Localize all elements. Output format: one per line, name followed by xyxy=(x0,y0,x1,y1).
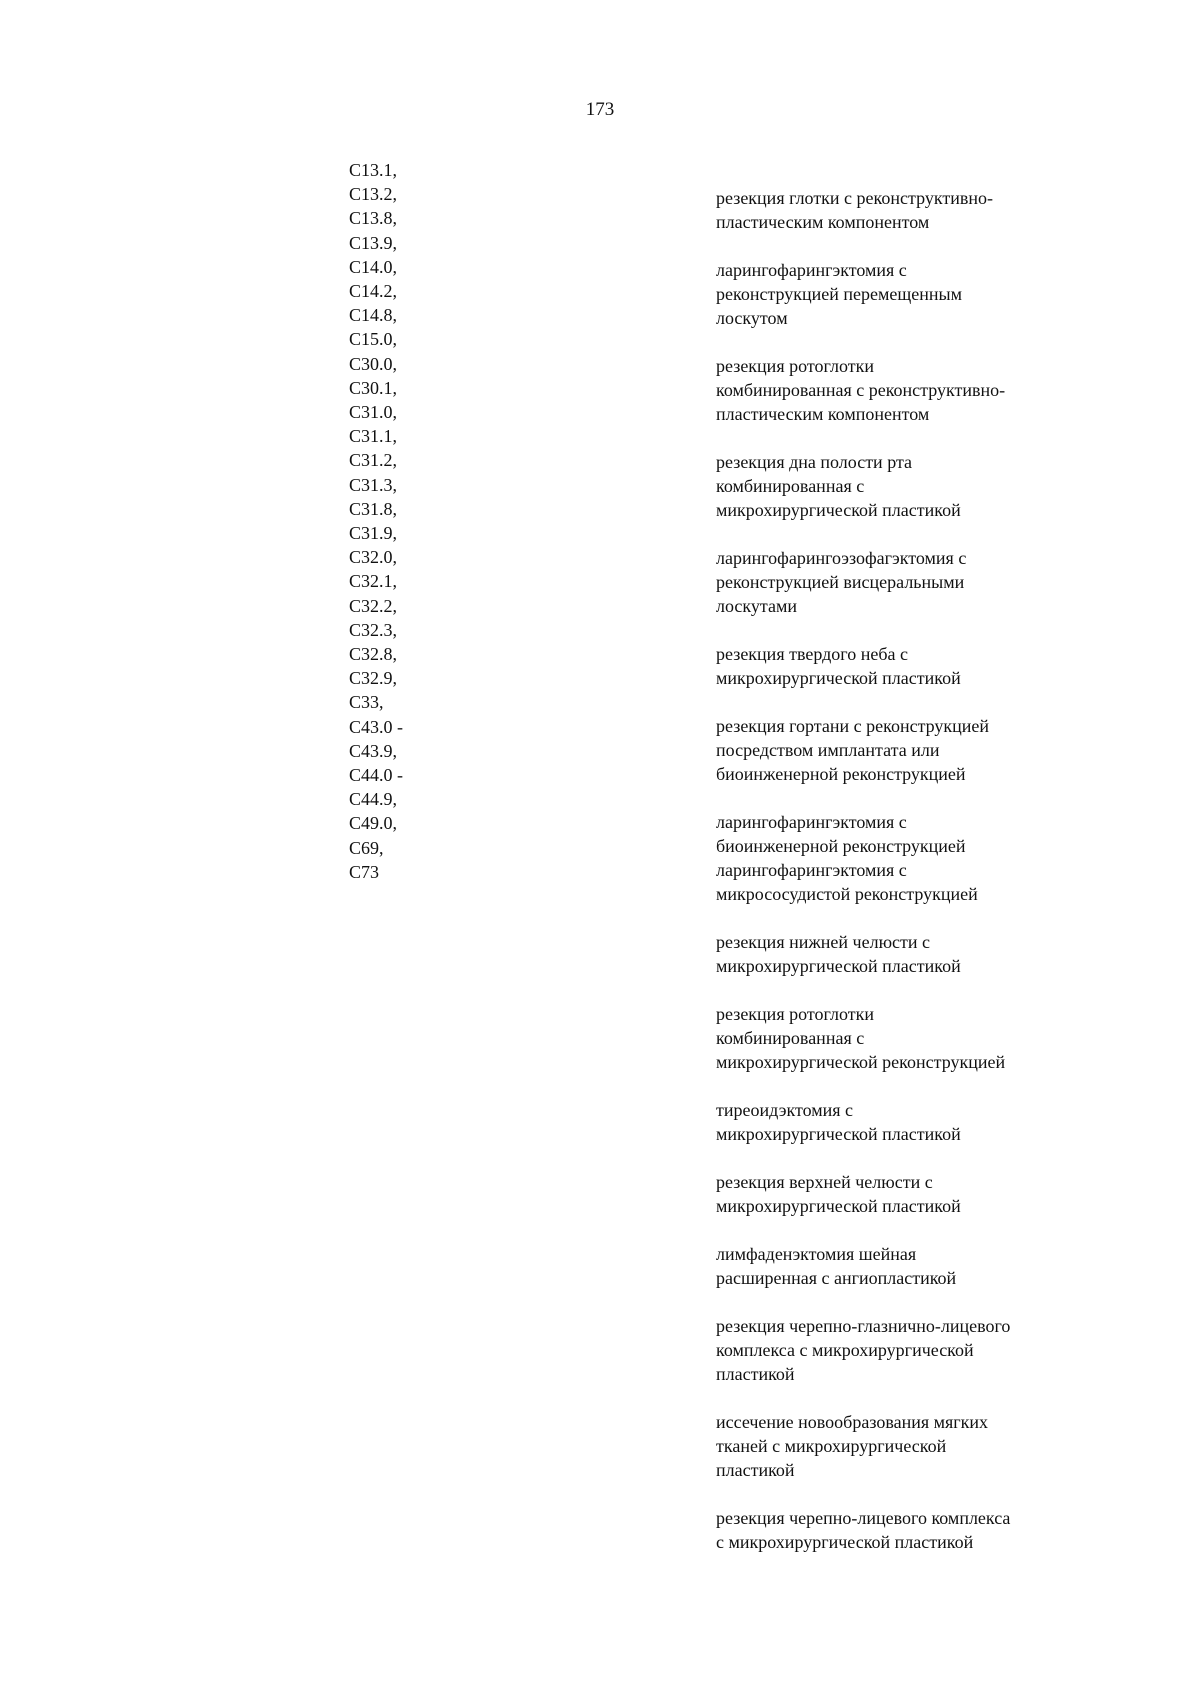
diagnosis-code: C14.0, xyxy=(349,256,398,277)
diagnosis-code: C32.1, xyxy=(349,571,398,592)
diagnosis-code: C30.0, xyxy=(349,353,398,374)
procedure-item: ларингофарингэктомия с реконструкцией перемещенным лоскутом xyxy=(716,260,963,328)
procedure-item: ларингофарингэктомия с микрососудистой реконструкцией xyxy=(716,860,978,904)
procedure-item: резекция ротоглотки комбинированная с микрохирургической реконструкцией xyxy=(716,1004,1006,1072)
diagnosis-code: C32.2, xyxy=(349,595,398,616)
diagnosis-code: C44.0 - xyxy=(349,765,403,786)
procedure-item: ларингофарингэктомия с биоинженерной реконструкцией xyxy=(716,812,966,856)
diagnosis-code: C32.8, xyxy=(349,644,398,665)
diagnosis-code: C14.8, xyxy=(349,305,398,326)
diagnosis-code: C31.0, xyxy=(349,402,398,423)
diagnosis-code: C30.1, xyxy=(349,377,398,398)
diagnosis-code: C13.1, xyxy=(349,160,398,180)
diagnosis-code: C73 xyxy=(349,861,380,882)
diagnosis-code: C49.0, xyxy=(349,813,398,834)
procedure-item: резекция твердого неба с микрохирургической пластикой xyxy=(716,644,961,688)
procedure-item: резекция черепно-лицевого комплекса с микрохирургической пластикой xyxy=(716,1508,1011,1552)
diagnosis-code: C43.9, xyxy=(349,740,398,761)
procedure-item: лимфаденэктомия шейная расширенная с ангиопластикой xyxy=(716,1244,957,1288)
procedure-item: ларингофарингоэзофагэктомия с реконструкцией висцеральными лоскутами xyxy=(716,548,967,616)
diagnosis-code: C31.9, xyxy=(349,523,398,544)
diagnosis-code: C32.0, xyxy=(349,547,398,568)
diagnosis-code: C44.9, xyxy=(349,789,398,810)
diagnosis-code: C69, xyxy=(349,837,384,858)
procedure-item: резекция нижней челюсти с микрохирургической пластикой xyxy=(716,932,961,976)
diagnosis-codes-column xyxy=(349,158,509,884)
diagnosis-code: C43.0 - xyxy=(349,716,403,737)
procedure-item: резекция черепно-глазнично-лицевого комплекса с микрохирургической пластикой xyxy=(716,1316,1011,1384)
diagnosis-code: C13.9, xyxy=(349,232,398,253)
diagnosis-code: C31.1, xyxy=(349,426,398,447)
procedure-item: резекция гортани с реконструкцией посредством имплантата или биоинженерной реконструкцией xyxy=(716,716,990,784)
diagnosis-code: C13.8, xyxy=(349,208,398,229)
diagnosis-code: C31.8, xyxy=(349,498,398,519)
diagnosis-code: C31.3, xyxy=(349,474,398,495)
diagnosis-code: C14.2, xyxy=(349,281,398,302)
diagnosis-code: C33, xyxy=(349,692,384,713)
procedure-item: резекция глотки с реконструктивно- пластическим компонентом xyxy=(716,188,993,232)
procedure-item: резекция верхней челюсти с микрохирургической пластикой xyxy=(716,1172,961,1216)
procedure-item: тиреоидэктомия с микрохирургической пластикой xyxy=(716,1100,961,1144)
diagnosis-code: C32.3, xyxy=(349,619,398,640)
diagnosis-code: C31.2, xyxy=(349,450,398,471)
procedure-item: резекция ротоглотки комбинированная с реконструктивно- пластическим компонентом xyxy=(716,356,1006,424)
diagnosis-code: C32.9, xyxy=(349,668,398,689)
procedure-item: иссечение новообразования мягких тканей с микрохирургической пластикой xyxy=(716,1412,989,1480)
procedures-column xyxy=(716,186,1076,1578)
page-number: 173 xyxy=(585,99,615,120)
diagnosis-code: C15.0, xyxy=(349,329,398,350)
procedure-item: резекция дна полости рта комбинированная с микрохирургической пластикой xyxy=(716,452,961,520)
diagnosis-code: C13.2, xyxy=(349,184,398,205)
